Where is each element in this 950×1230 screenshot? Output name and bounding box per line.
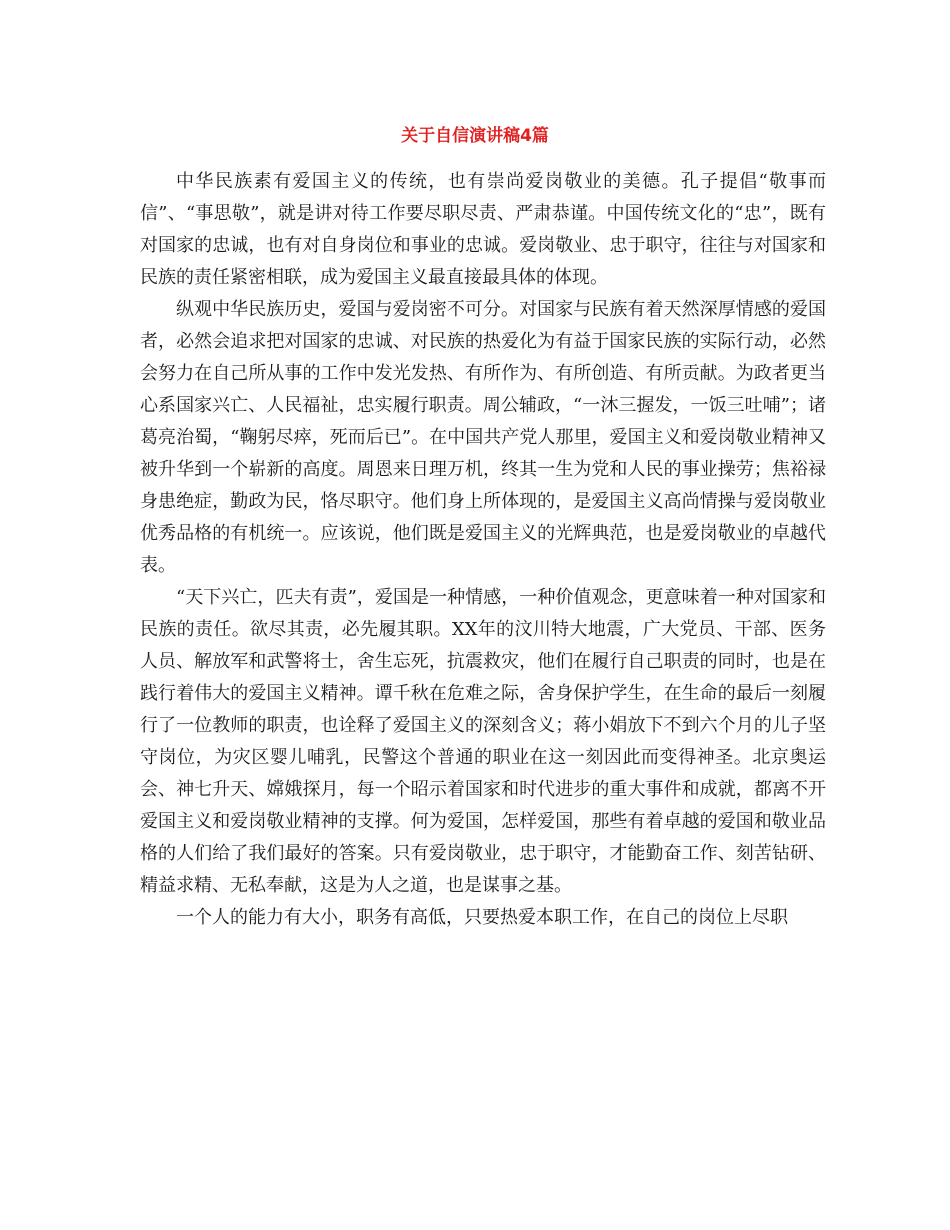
paragraph-2: 纵观中华民族历史，爱国与爱岗密不可分。对国家与民族有着天然深厚情感的爱国者，必然会追求把对国家的忠诚、对民族的热爱化为有益于国家民族的实际行动，必然会努力在自己所从事的工作中发光发热、有所作为、有所创造、有所贡献。为政者更当心系国家兴亡、人民福祉，忠实履行职责。周公辅政，“一沐三握发，一饭三吐哺”；诸葛亮治蜀，“鞠躬尽瘁，死而后已”。在中国共产党人那里，爱国主义和爱岗敬业精神又被升华到一个崭新的高度。周恩来日理万机，终其一生为党和人民的事业操劳；焦裕禄身患绝症，勤政为民，恪尽职守。他们身上所体现的，是爱国主义高尚情操与爱岗敬业优秀品格的有机统一。应该说，他们既是爱国主义的光辉典范，也是爱岗敬业的卓越代表。 [140, 299, 826, 576]
paragraph-3: “天下兴亡，匹夫有责”，爱国是一种情感，一种价值观念，更意味着一种对国家和民族的责任。欲尽其责，必先履其职。XX年的汶川特大地震，广大党员、干部、医务人员、解放军和武警将士，舍生忘死，抗震救灾，他们在履行自己职责的同时，也是在践行着伟大的爱国主义精神。谭千秋在危难之际，舍身保护学生，在生命的最后一刻履行了一位教师的职责，也诠释了爱国主义的深刻含义；蒋小娟放下不到六个月的儿子坚守岗位，为灾区婴儿哺乳，民警这个普通的职业在这一刻因此而变得神圣。北京奥运会、神七升天、嫦娥探月，每一个昭示着国家和时代进步的重大事件和成就，都离不开爱国主义和爱岗敬业精神的支撑。何为爱国，怎样爱国，那些有着卓越的爱国和敬业品格的人们给了我们最好的答案。只有爱岗敬业，忠于职守，才能勤奋工作、刻苦钻研、精益求精、无私奉献，这是为人之道，也是谋事之基。 [140, 587, 826, 896]
paragraph-1: 中华民族素有爱国主义的传统，也有崇尚爱岗敬业的美德。孔子提倡“敬事而信”、“事思敬”，就是讲对待工作要尽职尽责、严肃恭谨。中国传统文化的“忠”，既有对国家的忠诚，也有对自身岗位和事业的忠诚。爱岗敬业、忠于职守，往往与对国家和民族的责任紧密相联，成为爱国主义最直接最具体的体现。 [140, 171, 826, 288]
paragraph-4: 一个人的能力有大小，职务有高低，只要热爱本职工作，在自己的岗位上尽职 [176, 907, 788, 928]
document-body [140, 166, 826, 934]
document-title: 关于自信演讲稿4篇 [401, 126, 549, 146]
